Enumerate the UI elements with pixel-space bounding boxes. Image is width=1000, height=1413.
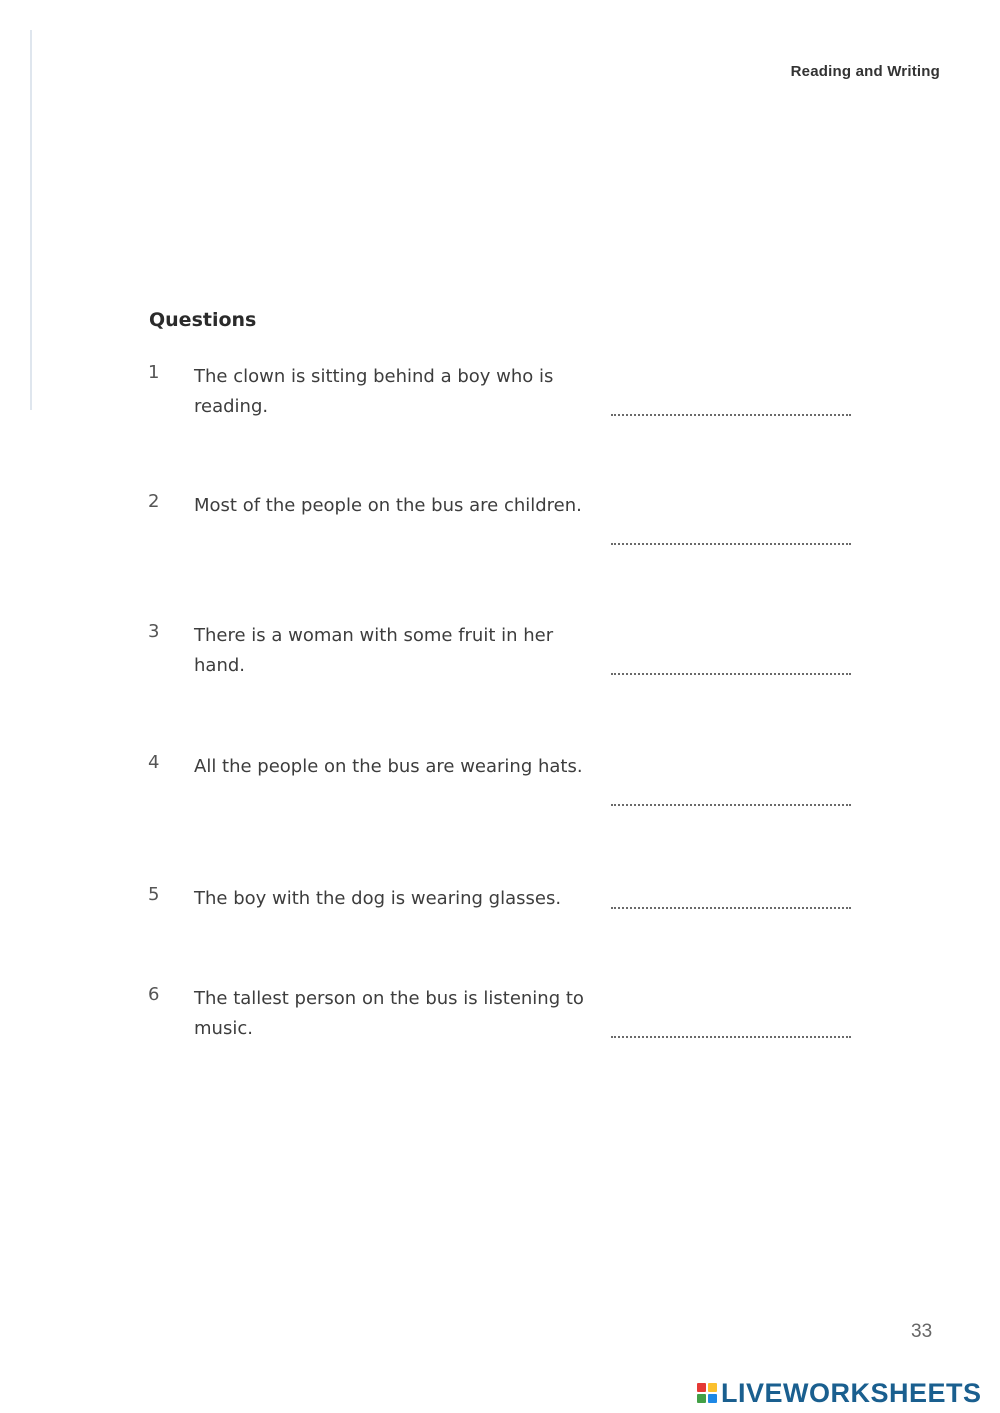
question-2 (0, 491, 1000, 571)
logo-text: LIVEWORKSHEETS (721, 1377, 982, 1408)
page-edge (30, 30, 32, 410)
question-3 (0, 621, 1000, 701)
answer-line[interactable] (611, 673, 851, 675)
question-text: The tallest person on the bus is listening to music. (194, 988, 584, 1039)
question-number: 2 (148, 491, 160, 512)
question-5 (0, 884, 1000, 964)
question-number: 5 (148, 884, 160, 905)
question-1 (0, 362, 1000, 442)
liveworksheets-logo[interactable] (697, 1378, 982, 1408)
question-6 (0, 984, 1000, 1064)
question-number: 3 (148, 621, 160, 642)
logo-square-green (697, 1394, 706, 1403)
section-title: Questions (149, 309, 257, 331)
question-text: All the people on the bus are wearing hats. (194, 756, 583, 777)
question-text: Most of the people on the bus are children. (194, 495, 582, 516)
logo-square-blue (708, 1394, 717, 1403)
question-text: The clown is sitting behind a boy who is reading. (194, 366, 554, 417)
running-head: Reading and Writing (790, 63, 940, 80)
answer-line[interactable] (611, 907, 851, 909)
page-number: 33 (911, 1321, 933, 1342)
answer-line[interactable] (611, 543, 851, 545)
answer-line[interactable] (611, 804, 851, 806)
question-4 (0, 752, 1000, 832)
logo-square-yellow (708, 1383, 717, 1392)
answer-line[interactable] (611, 414, 851, 416)
question-number: 1 (148, 362, 160, 383)
question-text: The boy with the dog is wearing glasses. (194, 888, 562, 909)
logo-square-red (697, 1383, 706, 1392)
question-text: There is a woman with some fruit in her hand. (194, 625, 554, 676)
answer-line[interactable] (611, 1036, 851, 1038)
question-number: 4 (148, 752, 160, 773)
logo-mark-icon (697, 1383, 717, 1403)
question-number: 6 (148, 984, 160, 1005)
